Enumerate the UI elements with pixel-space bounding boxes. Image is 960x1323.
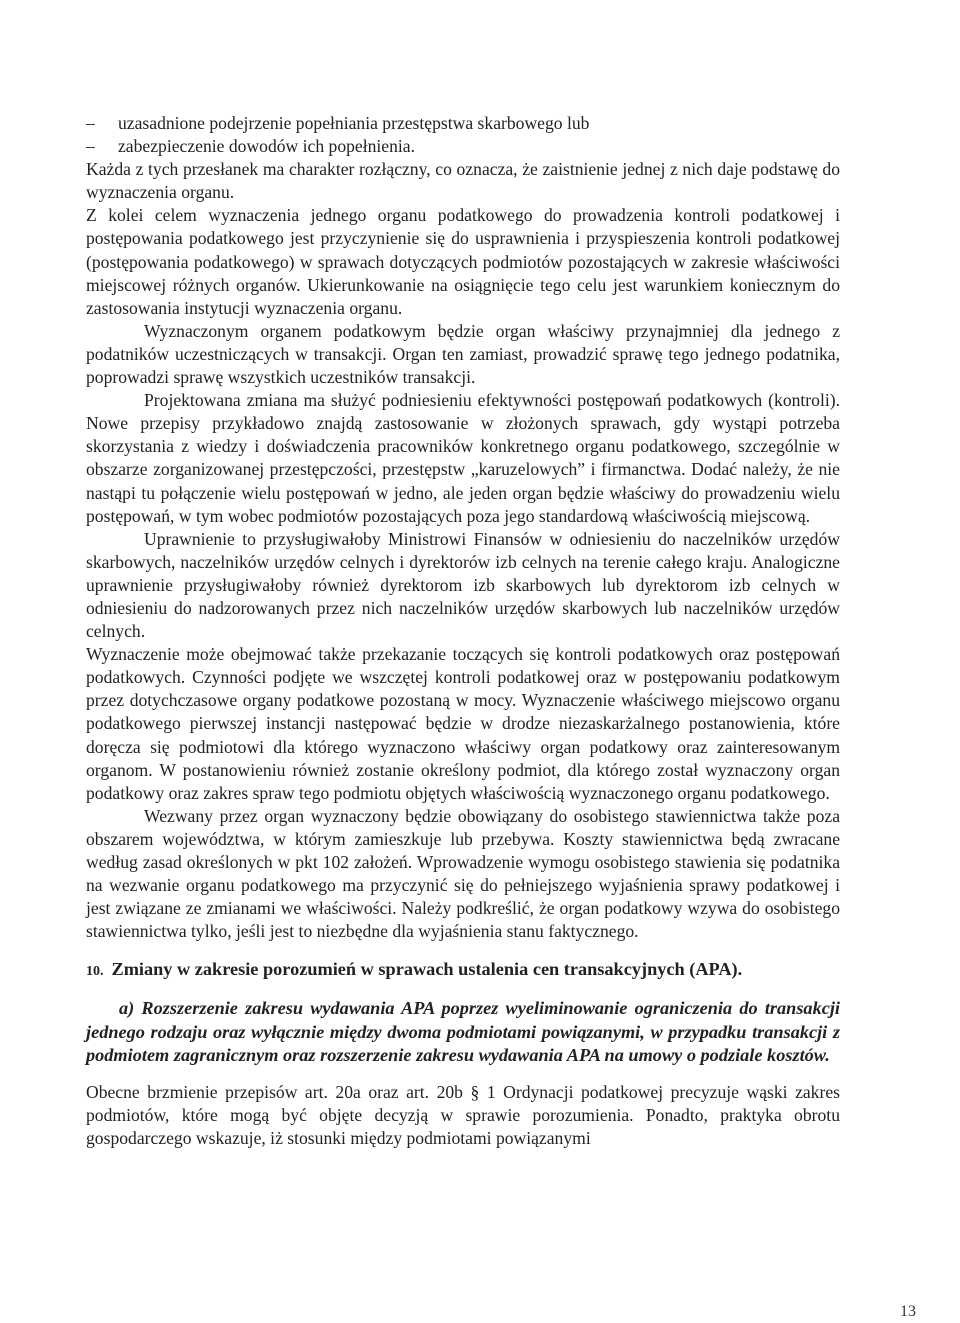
list-item-dash-1: – uzasadnione podejrzenie popełniania przestępstwa skarbowego lub [86,112,840,135]
paragraph-premises: Każda z tych przesłanek ma charakter rozłączny, co oznacza, że zaistnienie jednej z nich daje podstawę do wyznaczenia organu. [86,159,840,203]
subsection-heading: a) Rozszerzenie zakresu wydawania APA poprzez wyeliminowanie ograniczenia do transakcji jednego rodzaju oraz wyłącznie między dwoma podmiotami powiązanymi, w przypadku transakcji z podmiotem zagranicznym oraz rozszerzenie zakresu wydawania APA na umowy o podziale kosztów. [86,998,840,1065]
paragraph-summons: Wezwany przez organ wyznaczony będzie obowiązany do osobistego stawiennictwa także poza obszarem województwa, w którym zamieszkuje lub przebywa. Koszty stawiennictwa będą zwracane według zasad określonych w pkt 102 założeń. Wprowadzenie wymogu osobistego stawienia się podatnika na wezwanie organu podatkowego ma przyczynić się do pełniejszego wyjaśnienia sprawy podatkowej i jest związane ze zmianami we właściwości. Należy podkreślić, że organ podatkowy wzywa do osobistego stawiennictwa tylko, jeśli jest to niezbędne dla wyjaśnienia stanu faktycznego. [86,805,840,942]
section-title: Zmiany w zakresie porozumień w sprawach ustalenia cen transakcyjnych (APA). [111,959,743,980]
section-number: 10. [86,964,104,980]
paragraph-purpose: Z kolei celem wyznaczenia jednego organu podatkowego do prowadzenia kontroli podatkowej i postępowania podatkowego jest przyczynienie się do usprawnienia i przyspieszenia kontroli podatkowej (postępowania podatkowego) w sprawach dotyczących podmiotów pozostających w zakresie właściwości miejscowej różnych organów. Ukierunkowanie na osiągnięcie tego celu jest warunkiem koniecznym do zastosowania instytucji wyznaczenia organu. [86,205,840,318]
paragraph-current-law: Obecne brzmienie przepisów art. 20a oraz art. 20b § 1 Ordynacji podatkowej precyzuje wąski zakres podmiotów, które mogą być objęte decyzją w sprawie porozumienia. Ponadto, praktyka obrotu gospodarczego wskazuje, iż stosunki między podmiotami powiązanymi [86,1081,840,1148]
paragraph-designation-scope: Wyznaczenie może obejmować także przekazanie toczących się kontroli podatkowych oraz postępowań podatkowych. Czynności podjęte we wszczętej kontroli podatkowej oraz w postępowaniu podatkowym przez dotychczasowe organy podatkowe pozostaną w mocy. Wyznaczenie właściwego miejscowo organu podatkowego pierwszej instancji następować będzie w drodze niezaskarżalnego postanowienia, które doręcza się podmiotowi dla którego wyznaczono właściwy organ podatkowy oraz zainteresowanym organom. W postanowieniu również zostanie określony podmiot, dla którego został wyznaczony organ podatkowy oraz zakres spraw tego podmiotu objętych właściwością wyznaczonego organu podatkowego. [86,644,840,803]
list-item-dash-2: – zabezpieczenie dowodów ich popełnienia. [86,135,840,158]
paragraph-efficiency: Projektowana zmiana ma służyć podniesieniu efektywności postępowań podatkowych (kontroli). Nowe przepisy przykładowo znajdą zastosowanie w złożonych sprawach, gdy wystąpi potrzeba skorzystania z wiedzy i doświadczenia pracowników konkretnego organu podatkowego, szczególnie w obszarze zorganizowanej przestępczości, przestępstw „karuzelowych” i firmanctwa. Dodać należy, że nie nastąpi tu połączenie wielu postępowań w jedno, ale jeden organ będzie właściwy do prowadzeniu wielu postępowań, w tym wobec podmiotów pozostających poza jego standardową właściwością miejscową. [86,390,840,526]
paragraph-minister-rights: Uprawnienie to przysługiwałoby Ministrowi Finansów w odniesieniu do naczelników urzędów skarbowych, naczelników urzędów celnych i dyrektorów izb celnych na terenie całego kraju. Analogiczne uprawnienie przysługiwałoby również dyrektorom izb skarbowych lub dyrektorom izb celnych w odniesieniu do nadzorowanych przez nich naczelników urzędów skarbowych lub naczelników urzędów celnych. [86,528,840,642]
section-heading [86,958,840,983]
page-number: 13 [900,1303,916,1320]
document-page [86,112,840,1150]
paragraph-designated-organ: Wyznaczonym organem podatkowym będzie organ właściwy przynajmniej dla jednego z podatników uczestniczących w transakcji. Organ ten zamiast, prowadzić sprawę tego jednego podatnika, poprowadzi sprawę wszystkich uczestników transakcji. [86,320,840,388]
